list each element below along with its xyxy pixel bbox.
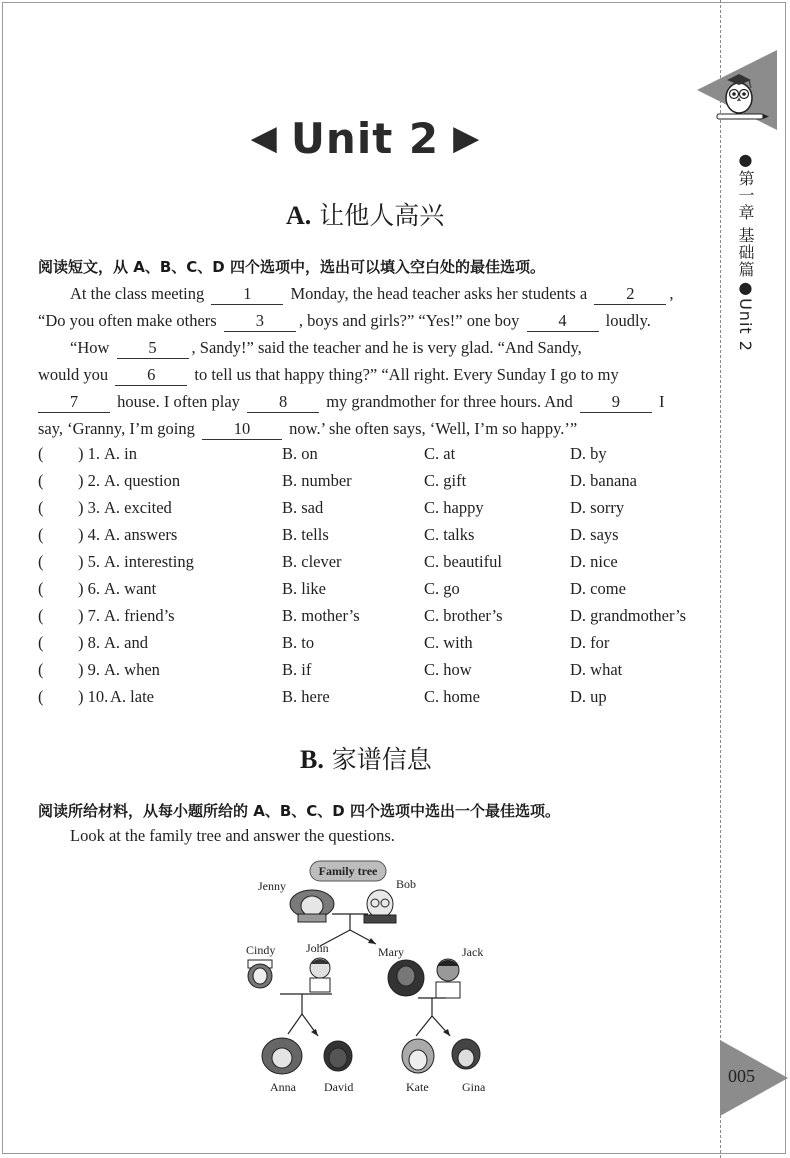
passage-line [38, 388, 694, 415]
question-number: ) 5. [78, 552, 100, 571]
question-row [38, 521, 698, 548]
left-triangle-icon: ◀ [250, 118, 277, 158]
name-mary: Mary [378, 945, 404, 959]
right-triangle-icon: ▶ [453, 118, 480, 158]
answer-bracket[interactable]: ( [38, 687, 44, 706]
unit-title-text: Unit 2 [290, 113, 440, 163]
blank-10[interactable]: 10 [202, 419, 282, 440]
section-b-letter: B. [300, 745, 324, 774]
passage-text: my grandmother for three hours. And [326, 392, 573, 411]
option-c[interactable]: C. happy [424, 498, 484, 517]
option-b[interactable]: B. if [282, 660, 312, 679]
question-number: ) 2. [78, 471, 100, 490]
anna-portrait-icon [262, 1038, 302, 1074]
option-a[interactable]: A. friend’s [104, 606, 175, 625]
option-c[interactable]: C. how [424, 660, 472, 679]
option-d[interactable]: D. banana [570, 471, 637, 490]
question-row [38, 467, 698, 494]
question-row [38, 629, 698, 656]
question-number: ) 9. [78, 660, 100, 679]
section-b-intro: Look at the family tree and answer the questions. [70, 826, 395, 845]
answer-bracket[interactable]: ( [38, 471, 44, 490]
name-jack: Jack [462, 945, 484, 959]
passage-text: say, ‘Granny, I’m going [38, 419, 195, 438]
name-jenny: Jenny [258, 879, 286, 893]
name-john: John [306, 941, 329, 955]
answer-bracket[interactable]: ( [38, 444, 44, 463]
answer-options [38, 440, 698, 710]
option-c[interactable]: C. with [424, 633, 473, 652]
option-d[interactable]: D. for [570, 633, 610, 652]
passage-text: , Sandy!” said the teacher and he is very glad. “And Sandy, [191, 338, 582, 357]
option-c[interactable]: C. brother’s [424, 606, 503, 625]
option-a[interactable]: A. answers [104, 525, 178, 544]
option-d[interactable]: D. up [570, 687, 607, 706]
family-tree-diagram [240, 858, 510, 1103]
answer-bracket[interactable]: ( [38, 660, 44, 679]
name-cindy: Cindy [246, 943, 276, 957]
option-a[interactable]: A. late [110, 687, 154, 706]
question-row [38, 494, 698, 521]
question-number: ) 10. [78, 687, 109, 706]
passage-line [38, 361, 694, 388]
passage-line [38, 415, 694, 442]
passage-text: “Do you often make others [38, 311, 217, 330]
passage-text: , [669, 284, 674, 303]
grandmother-portrait-icon [290, 890, 334, 922]
family-tree-title-badge [310, 861, 386, 881]
answer-bracket[interactable]: ( [38, 525, 44, 544]
section-b-title: 家谱信息 [331, 745, 432, 774]
section-b-instruction: 阅读所给材料，从每小题所给的 A、B、C、D 四个选项中选出一个最佳选项。 [38, 802, 560, 820]
option-b[interactable]: B. sad [282, 498, 324, 517]
option-c[interactable]: C. talks [424, 525, 475, 544]
option-c[interactable]: C. home [424, 687, 480, 706]
option-c[interactable]: C. go [424, 579, 460, 598]
name-bob: Bob [396, 877, 417, 891]
option-b[interactable]: B. clever [282, 552, 342, 571]
option-b[interactable]: B. to [282, 633, 315, 652]
mary-portrait-icon [388, 960, 424, 996]
page-number: 005 [728, 1066, 755, 1086]
family-tree-title: Family tree [318, 864, 378, 878]
passage-text: , boys and girls?” “Yes!” one boy [298, 311, 520, 330]
passage-text: loudly. [605, 311, 651, 330]
name-gina: Gina [462, 1080, 486, 1094]
option-a[interactable]: A. when [104, 660, 160, 679]
name-kate: Kate [406, 1080, 429, 1094]
john-portrait-icon [310, 958, 330, 992]
option-d[interactable]: D. what [570, 660, 623, 679]
option-b[interactable]: B. number [282, 471, 352, 490]
jack-portrait-icon [436, 959, 460, 998]
question-row [38, 683, 698, 710]
option-c[interactable]: C. gift [424, 471, 467, 490]
section-a-instruction: 阅读短文，从 A、B、C、D 四个选项中，选出可以填入空白处的最佳选项。 [38, 258, 545, 276]
option-c[interactable]: C. beautiful [424, 552, 502, 571]
blank-2[interactable]: 2 [594, 284, 666, 305]
passage-text: Monday, the head teacher asks her students a [290, 284, 588, 303]
option-b[interactable]: B. on [282, 444, 318, 463]
david-portrait-icon [324, 1041, 352, 1071]
blank-5[interactable]: 5 [117, 338, 189, 359]
owl-mascot-icon [697, 50, 777, 130]
margin-dashed-line [720, 0, 721, 1158]
blank-6[interactable]: 6 [115, 365, 187, 386]
option-d[interactable]: D. nice [570, 552, 618, 571]
passage-text: At the class meeting [70, 284, 205, 303]
name-anna: Anna [270, 1080, 296, 1094]
passage-line [38, 334, 694, 361]
answer-bracket[interactable]: ( [38, 606, 44, 625]
option-b[interactable]: B. mother’s [282, 606, 360, 625]
name-david: David [324, 1080, 354, 1094]
blank-1[interactable]: 1 [211, 284, 283, 305]
passage-line [38, 280, 694, 307]
unit-title [240, 108, 490, 168]
option-d[interactable]: D. says [570, 525, 619, 544]
chapter-vertical-label: ●第一章 基础篇●Unit 2 [736, 150, 755, 352]
answer-bracket[interactable]: ( [38, 552, 44, 571]
option-b[interactable]: B. here [282, 687, 330, 706]
question-row [38, 548, 698, 575]
passage-text: to tell us that happy thing?” “All right. Every Sunday I go to my [194, 365, 619, 384]
section-a-letter: A. [286, 201, 312, 230]
option-a[interactable]: A. in [104, 444, 137, 463]
question-row [38, 575, 698, 602]
passage-text: now.’ she often says, ‘Well, I’m so happy.’” [289, 419, 578, 438]
option-a[interactable]: A. excited [104, 498, 172, 517]
answer-bracket[interactable]: ( [38, 498, 44, 517]
gina-portrait-icon [452, 1039, 480, 1069]
question-row [38, 602, 698, 629]
passage-text: I [658, 392, 665, 411]
blank-8[interactable]: 8 [247, 392, 319, 413]
option-a[interactable]: A. and [104, 633, 148, 652]
option-d[interactable]: D. come [570, 579, 626, 598]
passage-line [38, 307, 694, 334]
passage-text: house. I often play [117, 392, 240, 411]
passage-text: would you [38, 365, 109, 384]
cindy-portrait-icon [248, 960, 272, 988]
option-d[interactable]: D. grandmother’s [570, 606, 687, 625]
answer-bracket[interactable]: ( [38, 579, 44, 598]
question-number: ) 4. [78, 525, 100, 544]
blank-3[interactable]: 3 [224, 311, 296, 332]
question-number: ) 1. [78, 444, 100, 463]
grandfather-portrait-icon [364, 890, 396, 923]
option-a[interactable]: A. question [104, 471, 181, 490]
reading-passage [38, 280, 694, 442]
question-number: ) 6. [78, 579, 100, 598]
answer-bracket[interactable]: ( [38, 633, 44, 652]
kate-portrait-icon [402, 1039, 434, 1073]
option-a[interactable]: A. interesting [104, 552, 194, 571]
option-a[interactable]: A. want [104, 579, 157, 598]
option-b[interactable]: B. tells [282, 525, 329, 544]
option-d[interactable]: D. by [570, 444, 607, 463]
section-a-title: 让他人高兴 [319, 201, 445, 230]
question-number: ) 7. [78, 606, 100, 625]
question-number: ) 3. [78, 498, 100, 517]
blank-4[interactable]: 4 [527, 311, 599, 332]
option-b[interactable]: B. like [282, 579, 326, 598]
question-row [38, 440, 698, 467]
section-a-heading [286, 196, 444, 232]
option-d[interactable]: D. sorry [570, 498, 625, 517]
blank-9[interactable]: 9 [580, 392, 652, 413]
blank-7[interactable]: 7 [38, 392, 110, 413]
question-number: ) 8. [78, 633, 100, 652]
option-c[interactable]: C. at [424, 444, 456, 463]
question-row [38, 656, 698, 683]
passage-text: “How [70, 338, 110, 357]
section-b-heading [300, 740, 432, 776]
